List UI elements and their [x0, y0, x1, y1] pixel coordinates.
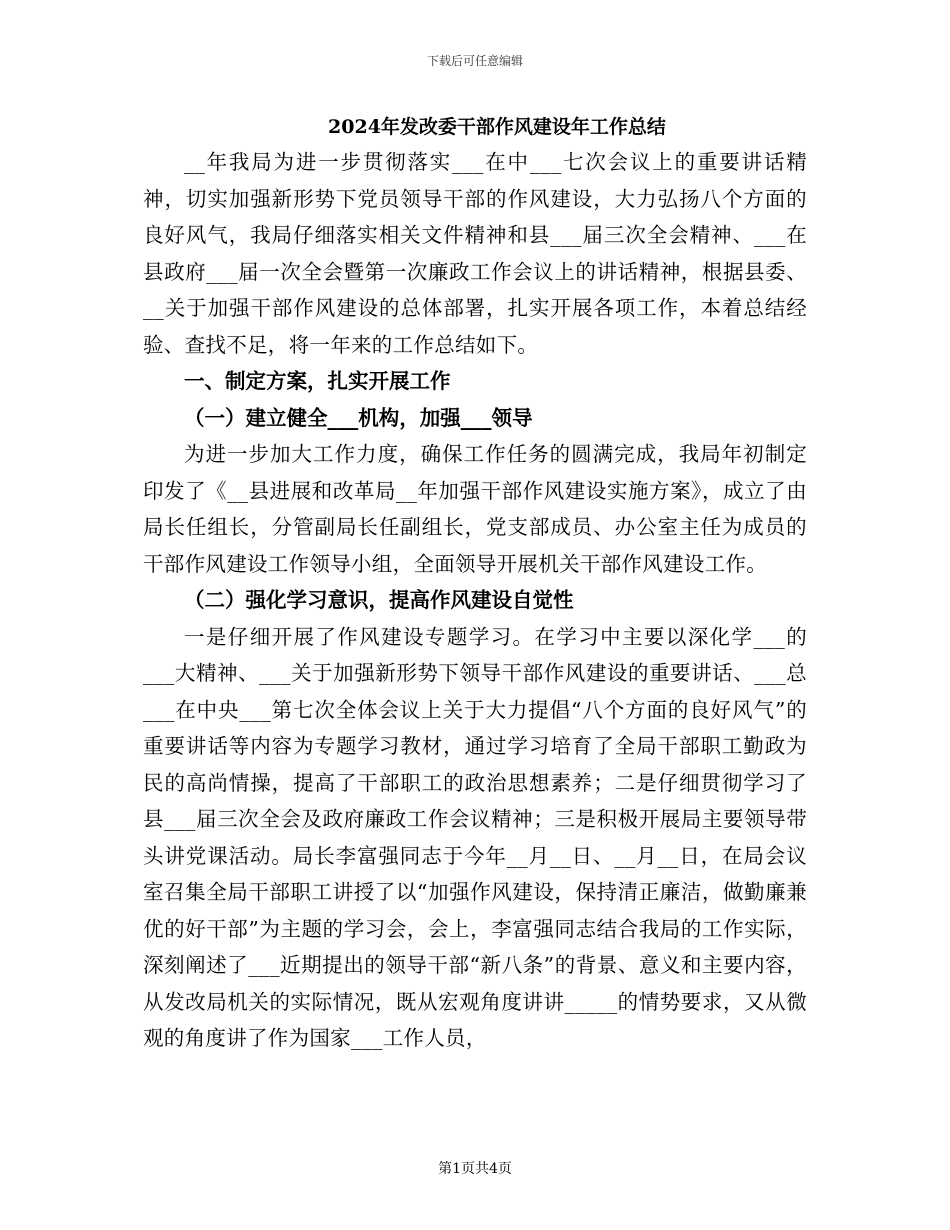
document-title: 2024年发改委干部作风建设年工作总结 [328, 116, 666, 138]
section-heading-1: 一、制定方案，扎实开展工作 [184, 369, 451, 393]
document-body [143, 112, 807, 1057]
subsection-heading-2: （二）强化学习意识，提高作风建设自觉性 [184, 588, 574, 612]
subsection-body-1: 为进一步加大工作力度，确保工作任务的圆满完成，我局年初制定印发了《__县进展和改革局__年加强干部作风建设实施方案》，成立了由局长任组长，分管副局长任副组长，党支部成员、办公室主任为成员的干部作风建设工作领导小组，全面领导开展机关干部作风建设工作。 [143, 442, 807, 576]
subsection-body-2: 一是仔细开展了作风建设专题学习。在学习中主要以深化学___的___大精神、___关于加强新形势下领导干部作风建设的重要讲话、___总___在中央___第七次全体会议上关于大力提倡“八个方面的良好风气”的重要讲话等内容为专题学习教材，通过学习培育了全局干部职工勤政为民的高尚情操，提高了干部职工的政治思想素养；二是仔细贯彻学习了县___届三次全会及政府廉政工作会议精神；三是积极开展局主要领导带头讲党课活动。局长李富强同志于今年__月__日、__月__日，在局会议室召集全局干部职工讲授了以“加强作风建设，保持清正廉洁，做勤廉兼优的好干部”为主题的学习会，会上，李富强同志结合我局的工作实际，深刻阐述了___近期提出的领导干部“新八条”的背景、意义和主要内容，从发改局机关的实际情况，既从宏观角度讲讲_____的情势要求，又从微观的角度讲了作为国家___工作人员， [143, 624, 807, 1050]
page-number: 第1页共4页 [438, 1161, 512, 1177]
subsection-heading-1: （一）建立健全___机构，加强___领导 [184, 405, 533, 430]
intro-paragraph: __年我局为进一步贯彻落实___在中___七次会议上的重要讲话精神，切实加强新形势下党员领导干部的作风建设，大力弘扬八个方面的良好风气，我局仔细落实相关文件精神和县___届三次全会精神、___在县政府___届一次全会暨第一次廉政工作会议上的讲话精神，根据县委、__关于加强干部作风建设的总体部署，扎实开展各项工作，本着总结经验、查找不足，将一年来的工作总结如下。 [143, 150, 807, 357]
page-header-note: 下载后可任意编辑 [426, 54, 523, 68]
